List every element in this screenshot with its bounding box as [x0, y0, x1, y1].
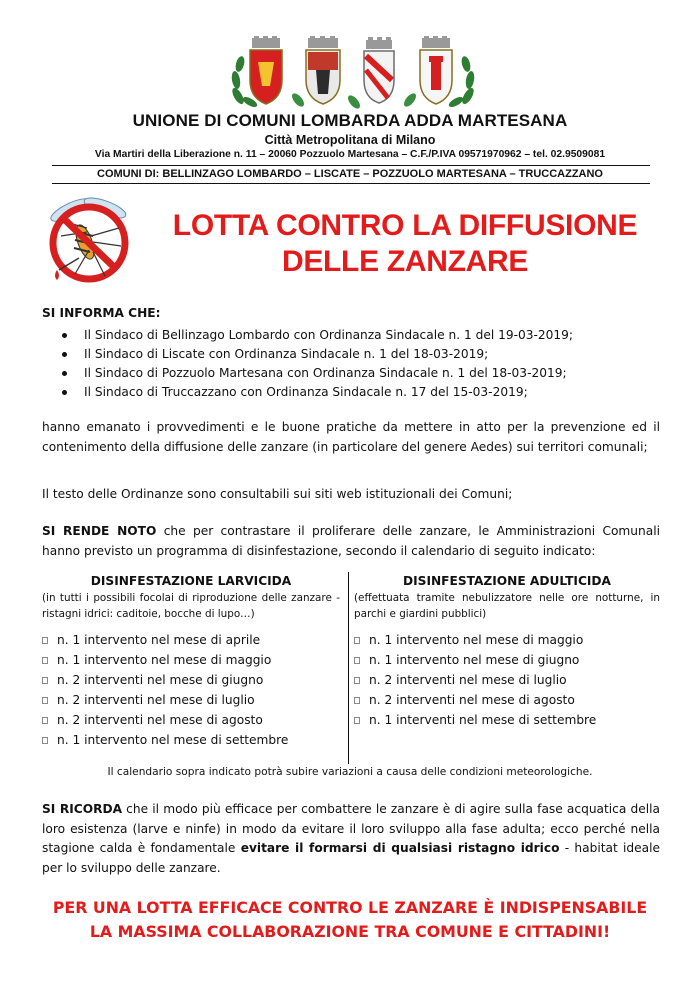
- adulticida-title: DISINFESTAZIONE ADULTICIDA: [403, 574, 611, 588]
- checkbox-icon: [354, 637, 360, 644]
- list-item: [354, 650, 660, 670]
- no-mosquito-icon: [35, 188, 140, 288]
- list-item: [42, 670, 340, 690]
- paragraph-ordinanze: Il testo delle Ordinanze sono consultabili sui siti web istituzionali dei Comuni;: [42, 487, 513, 501]
- bullet-icon: [62, 352, 67, 357]
- schedule-text: n. 1 intervento nel mese di maggio: [369, 633, 584, 647]
- headline-line1: LOTTA CONTRO LA DIFFUSIONE: [172, 209, 638, 242]
- list-item: [354, 690, 660, 710]
- list-item: [42, 730, 340, 750]
- checkbox-icon: [354, 657, 360, 664]
- list-item: [354, 670, 660, 690]
- headline: [150, 208, 660, 280]
- bullet-icon: [62, 333, 67, 338]
- larvicida-title: DISINFESTAZIONE LARVICIDA: [90, 574, 292, 588]
- adulticida-column: [354, 572, 660, 730]
- calendar-note: Il calendario sopra indicato potrà subire variazioni a causa delle condizioni meteorologiche.: [107, 766, 593, 778]
- paragraph-ricorda: [42, 800, 660, 878]
- municipal-crests: [228, 36, 478, 110]
- ordinance-text: Il Sindaco di Pozzuolo Martesana con Ordinanza Sindacale n. 1 del 18-03-2019;: [84, 366, 567, 380]
- checkbox-icon: [42, 657, 48, 664]
- si-informa-label: SI INFORMA CHE:: [42, 306, 161, 320]
- crest-liscate-icon: [306, 36, 340, 104]
- ordinance-list: [62, 326, 573, 402]
- list-item: [42, 630, 340, 650]
- schedule-text: n. 2 interventi nel mese di giugno: [57, 673, 264, 687]
- schedule-columns: [42, 572, 660, 762]
- crest-bellinzago-icon: [250, 36, 282, 104]
- list-item: [42, 710, 340, 730]
- org-address: Via Martiri della Liberazione n. 11 – 20060 Pozzuolo Martesana – C.F./P.IVA 09571970962 – tel. 02.9509081: [94, 149, 606, 160]
- final-line1: PER UNA LOTTA EFFICACE CONTRO LE ZANZARE È INDISPENSABILE: [52, 898, 648, 917]
- header-rule-bottom: [52, 183, 650, 184]
- checkbox-icon: [354, 697, 360, 704]
- adulticida-note: (effettuata tramite nebulizzatore nelle ore notturne, in parchi e giardini pubblici): [354, 592, 660, 620]
- checkbox-icon: [42, 737, 48, 744]
- list-item: [62, 383, 573, 402]
- ricorda-bold2: evitare il formarsi di qualsiasi ristagno idrico: [240, 841, 560, 855]
- schedule-text: n. 2 interventi nel mese di agosto: [369, 693, 575, 707]
- ricorda-bold: SI RICORDA: [42, 802, 123, 816]
- larvicida-list: [42, 630, 340, 750]
- header-rule-top: [52, 165, 650, 166]
- rende-noto-text: che per contrastare il proliferare delle zanzare, le Amministrazioni Comunali hanno previsto un programma di disinfestazione, secondo il calendario di seguito indicato:: [42, 524, 660, 558]
- schedule-text: n. 1 intervento nel mese di giugno: [369, 653, 580, 667]
- headline-line2: DELLE ZANZARE: [281, 245, 529, 278]
- checkbox-icon: [42, 697, 48, 704]
- larvicida-note: (in tutti i possibili focolai di riproduzione delle zanzare - ristagni idrici: caditoie, bocche di lupo…): [42, 592, 340, 620]
- schedule-text: n. 2 interventi nel mese di luglio: [57, 693, 255, 707]
- ordinance-text: Il Sindaco di Liscate con Ordinanza Sindacale n. 1 del 18-03-2019;: [84, 347, 489, 361]
- list-item: [62, 345, 573, 364]
- list-item: [354, 630, 660, 650]
- schedule-text: n. 2 interventi nel mese di luglio: [369, 673, 567, 687]
- checkbox-icon: [354, 717, 360, 724]
- final-line2: LA MASSIMA COLLABORAZIONE TRA COMUNE E CITTADINI!: [89, 922, 611, 941]
- column-divider: [348, 572, 349, 764]
- crests-graphic: [228, 36, 478, 110]
- larvicida-column: [42, 572, 340, 750]
- checkbox-icon: [42, 717, 48, 724]
- list-item: [62, 364, 573, 383]
- org-subtitle: Città Metropolitana di Milano: [264, 133, 436, 147]
- rende-noto-bold: SI RENDE NOTO: [42, 524, 157, 538]
- bullet-icon: [62, 371, 67, 376]
- crest-truccazzano-icon: [420, 36, 452, 104]
- comuni-list: COMUNI DI: BELLINZAGO LOMBARDO – LISCATE – POZZUOLO MARTESANA – TRUCCAZZANO: [97, 168, 603, 180]
- paragraph-rende-noto: [42, 522, 660, 561]
- ricorda-text1: che il modo più efficace per combattere le zanzare è di agire sulla fase acquatica della loro esistenza (larve e ninfe) in modo da evitare il loro sviluppo alla fase adulta; ecco perché nella stagione calda è fondamentale: [42, 802, 660, 855]
- org-title: UNIONE DI COMUNI LOMBARDA ADDA MARTESANA: [132, 111, 568, 130]
- schedule-text: n. 1 intervento nel mese di aprile: [57, 633, 261, 647]
- ordinance-text: Il Sindaco di Truccazzano con Ordinanza Sindacale n. 17 del 15-03-2019;: [84, 385, 528, 399]
- paragraph-provvedimenti: hanno emanato i provvedimenti e le buone pratiche da mettere in atto per la prevenzione ed il contenimento della diffusione delle zanzare (in particolare del genere Aedes) sui territori comunali;: [42, 420, 660, 454]
- schedule-text: n. 1 intervento nel mese di settembre: [57, 733, 289, 747]
- list-item: [42, 690, 340, 710]
- list-item: [62, 326, 573, 345]
- ordinance-text: Il Sindaco di Bellinzago Lombardo con Ordinanza Sindacale n. 1 del 19-03-2019;: [84, 328, 574, 342]
- ricorda-text2: - habitat ideale per lo sviluppo delle zanzare.: [42, 841, 661, 875]
- list-item: [42, 650, 340, 670]
- crest-pozzuolo-icon: [364, 37, 394, 103]
- schedule-text: n. 1 intervento nel mese di maggio: [57, 653, 272, 667]
- adulticida-list: [354, 630, 660, 730]
- list-item: [354, 710, 660, 730]
- checkbox-icon: [42, 637, 48, 644]
- checkbox-icon: [42, 677, 48, 684]
- schedule-text: n. 2 interventi nel mese di agosto: [57, 713, 263, 727]
- bullet-icon: [62, 390, 67, 395]
- checkbox-icon: [354, 677, 360, 684]
- schedule-text: n. 1 interventi nel mese di settembre: [369, 713, 597, 727]
- final-appeal: [0, 896, 700, 944]
